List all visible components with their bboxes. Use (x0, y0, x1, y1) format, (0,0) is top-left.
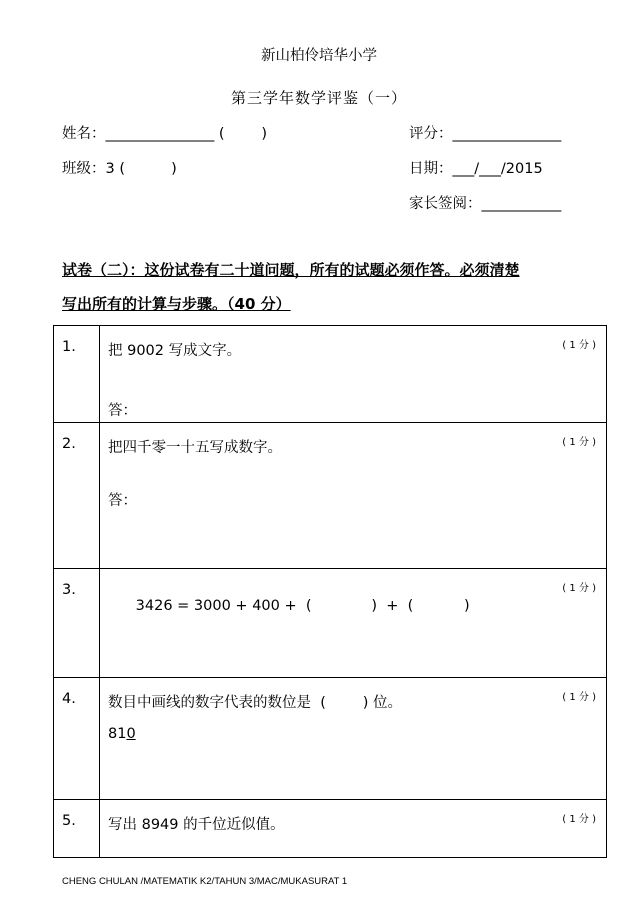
question-row (54, 678, 607, 800)
question-marks: ( 1 分 ) (562, 814, 596, 825)
question-text: 把四千零一十五写成数字。 (108, 440, 282, 456)
question-number: 3. (54, 569, 100, 678)
parent-signature-label: 家长签阅：___________ (409, 196, 562, 212)
name-field-label: 姓名：_______________ ( ) (62, 126, 268, 142)
question-row (54, 800, 607, 858)
question-number: 4. (54, 678, 100, 800)
underlined-digit: 0 (126, 726, 136, 742)
school-name: 新山柏伶培华小学 (261, 48, 377, 64)
question-marks: ( 1 分 ) (562, 437, 596, 448)
question-row (54, 423, 607, 569)
question-number: 5. (54, 800, 100, 858)
question-number: 1. (54, 326, 100, 423)
question-text: 数目中画线的数字代表的数位是 ( ) 位。 (108, 695, 403, 711)
date-field-label: 日期：___/___/2015 (409, 161, 543, 177)
question-body (100, 423, 607, 569)
section-instruction-line-2: 写出所有的计算与步骤。（40 分） (62, 295, 291, 313)
question-row (54, 569, 607, 678)
question-row (54, 326, 607, 423)
question-marks: ( 1 分 ) (562, 340, 596, 351)
answer-label: 答： (108, 493, 137, 509)
question-body (100, 800, 607, 858)
question-text: 写出 8949 的千位近似值。 (108, 817, 285, 833)
question-number-display (108, 726, 606, 742)
score-field-label: 评分：_______________ (409, 126, 562, 142)
section-instruction-line-1: 试卷（二）：这份试卷有二十道问题，所有的试题必须作答。必须清楚 (62, 261, 520, 279)
class-field-label: 班级：3 ( ) (62, 161, 177, 177)
page-footer: CHENG CHULAN /MATEMATIK K2/TAHUN 3/MAC/MUKASURAT 1 (62, 876, 348, 887)
question-marks: ( 1 分 ) (562, 692, 596, 703)
question-marks: ( 1 分 ) (562, 583, 596, 594)
exam-title: 第三学年数学评鉴（一） (230, 89, 407, 107)
question-number: 2. (54, 423, 100, 569)
answer-label: 答： (108, 403, 137, 419)
question-body (100, 678, 607, 800)
question-body (100, 569, 607, 678)
questions-table (53, 325, 607, 858)
number-prefix: 81 (108, 726, 127, 742)
question-text: 3426 = 3000 + 400 + ( ) + ( ) (135, 598, 470, 614)
question-text: 把 9002 写成文字。 (108, 343, 242, 359)
question-body (100, 326, 607, 423)
